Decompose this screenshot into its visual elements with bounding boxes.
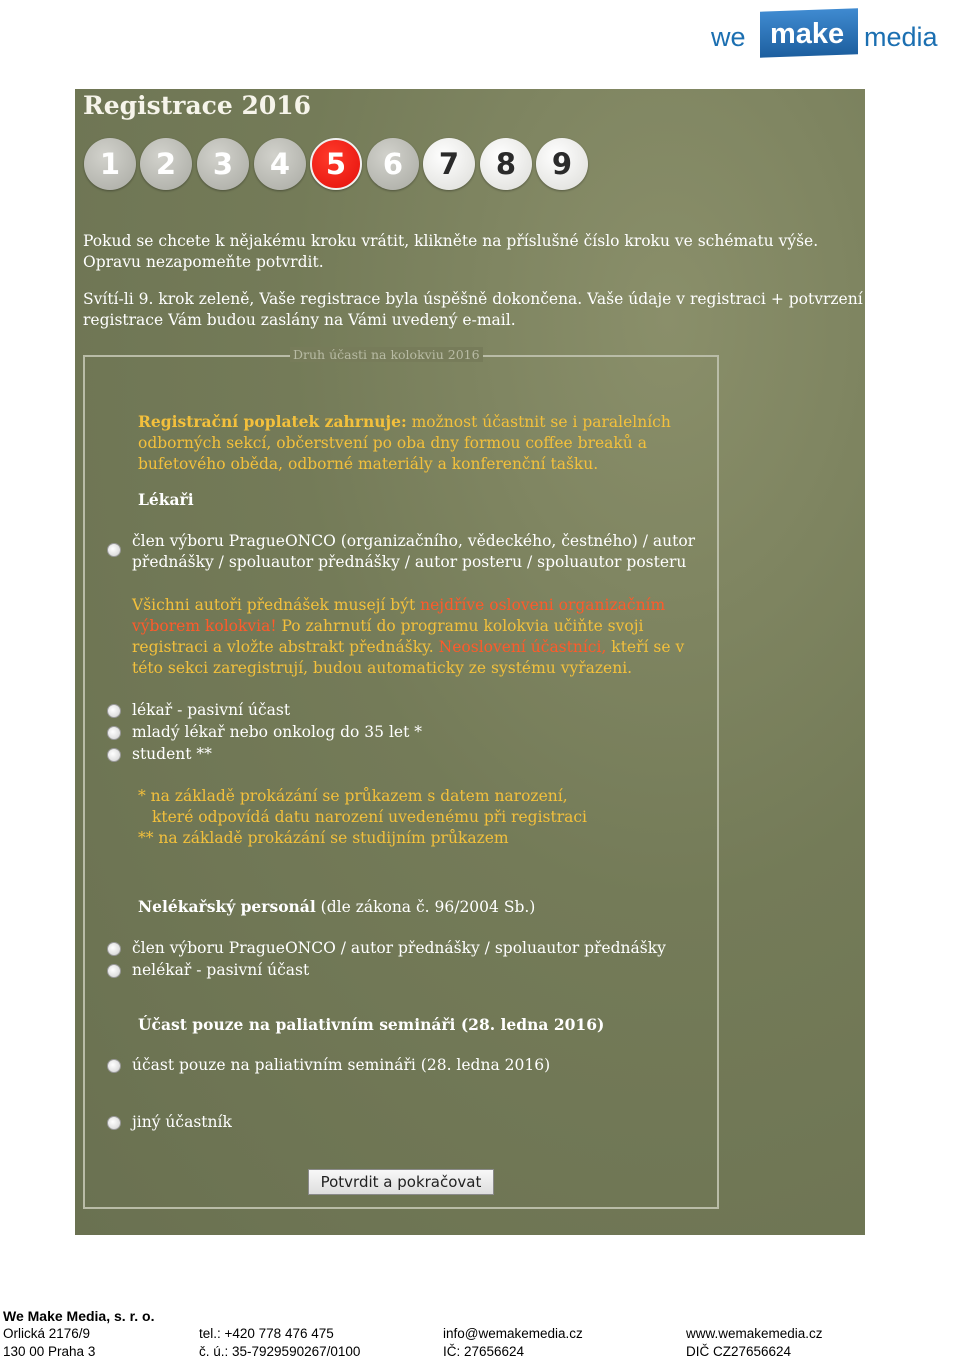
step-6-button[interactable]: 6	[367, 138, 419, 190]
option-young-doctor-label: mladý lékař nebo onkolog do 35 let *	[132, 723, 422, 741]
warning-text-2: Po zahrnutí do programu kolokvia učiňte svoji registraci a vložte abstrakt přednášky.	[132, 617, 644, 656]
logo-media: media	[864, 22, 938, 52]
participation-type-fieldset	[83, 347, 719, 1209]
option-committee-author-label: člen výboru PragueONCO (organizačního, vědeckého, čestného) / autor přednášky / spoluautor přednášky / autor posteru / spoluautor posteru	[132, 532, 696, 571]
option-palliative-label: účast pouze na paliativním semináři (28. ledna 2016)	[132, 1056, 551, 1074]
nonmedical-heading-title: Nelékařský personál	[138, 897, 316, 916]
option-other[interactable]	[107, 1112, 232, 1133]
warning-red-1: nejdříve osloveni organizačním výborem kolokvia!	[132, 596, 666, 635]
footnote-2: ** na základě prokázání se studijním průkazem	[138, 829, 509, 847]
radio-palliative[interactable]	[107, 1059, 121, 1073]
option-passive-doctor-label: lékař - pasivní účast	[132, 701, 291, 719]
option-student[interactable]	[107, 744, 212, 765]
fee-info	[138, 411, 698, 475]
option-other-label: jiný účastník	[132, 1113, 232, 1131]
registration-screenshot	[75, 89, 865, 1235]
footer-web[interactable]: www.wemakemedia.cz	[686, 1326, 823, 1341]
footer-ic: IČ: 27656624	[443, 1344, 525, 1359]
footer-account: č. ú.: 35-7929590267/0100	[199, 1344, 361, 1359]
footer-email[interactable]: info@wemakemedia.cz	[443, 1326, 583, 1341]
step-3-button[interactable]: 3	[197, 138, 249, 190]
radio-nonmed-committee[interactable]	[107, 942, 121, 956]
palliative-heading: Účast pouze na paliativním semináři (28. ledna 2016)	[138, 1015, 605, 1034]
warning-red-2: Neoslovení účastníci,	[438, 638, 607, 656]
doctors-heading: Lékaři	[138, 490, 194, 509]
radio-committee-author[interactable]	[107, 543, 121, 557]
confirm-continue-button[interactable]: Potvrdit a pokračovat	[308, 1169, 494, 1195]
fee-info-label: Registrační poplatek zahrnuje:	[138, 412, 407, 431]
page-title: Registrace 2016	[83, 91, 312, 120]
footer-company: We Make Media, s. r. o.	[3, 1308, 155, 1324]
nonmedical-heading-suffix: (dle zákona č. 96/2004 Sb.)	[315, 898, 536, 916]
footer-dic: DIČ CZ27656624	[686, 1344, 792, 1359]
logo-make: make	[770, 18, 845, 50]
step-7-button[interactable]: 7	[423, 138, 475, 190]
footer-address-line2: 130 00 Praha 3	[3, 1344, 96, 1359]
fieldset-legend: Druh účasti na kolokviu 2016	[290, 347, 483, 362]
option-nonmed-passive-label: nelékař - pasivní účast	[132, 961, 310, 979]
fee-info-text: možnost účastnit se i paralelních odborných sekcí, občerstvení po oba dny formou coffee breaků a bufetového oběda, odborné materiály a konferenční tašku.	[138, 413, 671, 473]
warning-text-1: Všichni autoři přednášek musejí být	[132, 596, 421, 614]
step-4-button[interactable]: 4	[254, 138, 306, 190]
radio-student[interactable]	[107, 748, 121, 762]
option-nonmed-committee-label: člen výboru PragueONCO / autor přednášky / spoluautor přednášky	[132, 939, 666, 957]
radio-passive-doctor[interactable]	[107, 704, 121, 718]
step-2-button[interactable]: 2	[140, 138, 192, 190]
radio-nonmed-passive[interactable]	[107, 964, 121, 978]
footnotes	[138, 786, 698, 849]
intro-completion-info: Svítí-li 9. krok zeleně, Vaše registrace byla úspěšně dokončena. Vaše údaje v registraci + potvrzení registrace Vám budou zaslány na Vámi uvedený e-mail.	[83, 290, 863, 329]
step-8-button[interactable]: 8	[480, 138, 532, 190]
option-student-label: student **	[132, 745, 212, 763]
footnote-1-cont: které odpovídá datu narození uvedenému při registraci	[152, 808, 588, 826]
authors-warning	[132, 595, 712, 679]
radio-other[interactable]	[107, 1116, 121, 1130]
option-passive-doctor[interactable]	[107, 700, 290, 721]
option-nonmed-passive[interactable]	[107, 960, 309, 981]
step-9-button[interactable]: 9	[536, 138, 588, 190]
option-nonmed-committee[interactable]	[107, 938, 666, 959]
option-palliative[interactable]	[107, 1055, 550, 1076]
step-1-button[interactable]: 1	[84, 138, 136, 190]
option-young-doctor[interactable]	[107, 722, 422, 743]
option-committee-author[interactable]	[107, 531, 697, 573]
footer-tel: tel.: +420 778 476 475	[199, 1326, 334, 1341]
warning-text-3: kteří se v této sekci zaregistrují, budou automaticky ze systému vyřazeni.	[132, 638, 685, 677]
step-5-button[interactable]: 5	[310, 138, 362, 190]
footer-address-line1: Orlická 2176/9	[3, 1326, 91, 1341]
radio-young-doctor[interactable]	[107, 726, 121, 740]
footnote-1: * na základě prokázání se průkazem s datem narození,	[138, 787, 568, 805]
nonmedical-heading	[138, 897, 535, 916]
company-logo	[708, 8, 953, 64]
page-footer	[3, 1308, 953, 1362]
intro-instructions: Pokud se chcete k nějakému kroku vrátit, klikněte na příslušné číslo kroku ve schématu výše. Opravu nezapomeňte potvrdit.	[83, 232, 819, 271]
logo-we: we	[711, 22, 746, 52]
step-navigation	[84, 138, 604, 192]
